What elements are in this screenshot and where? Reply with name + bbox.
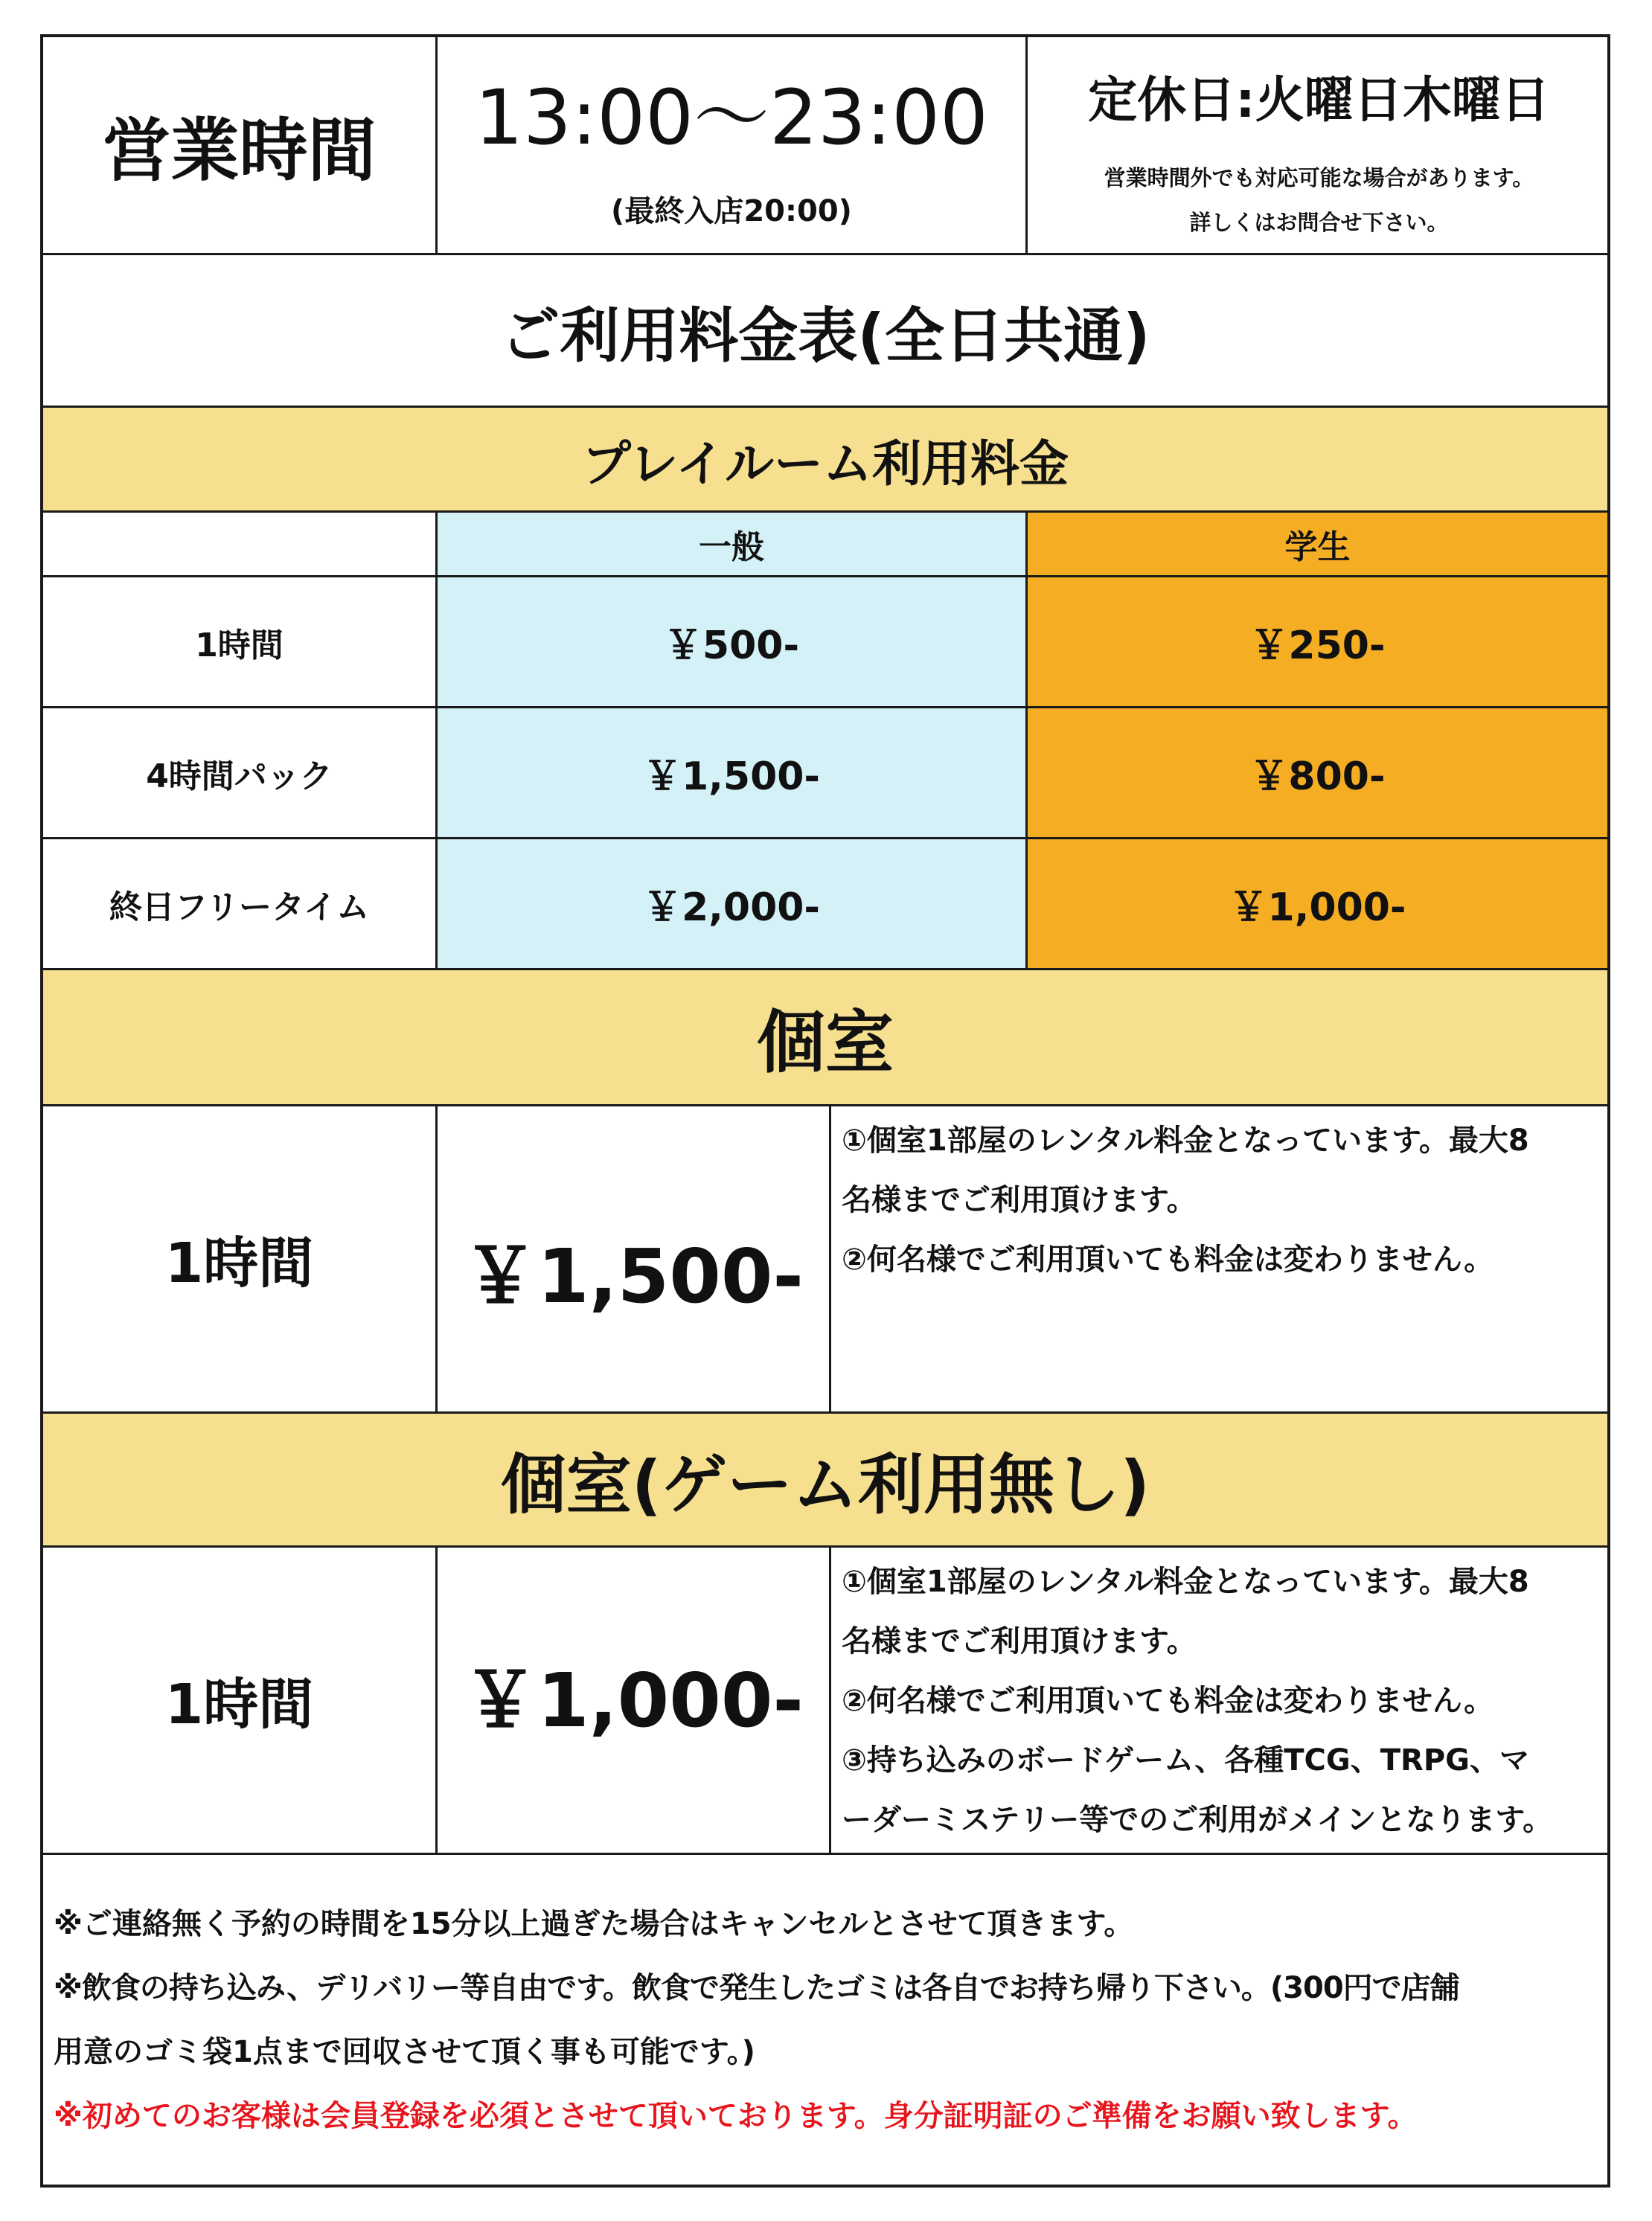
private-room-no-game-duration: 1時間	[164, 1673, 314, 1737]
divider	[43, 1104, 1607, 1106]
footer-note: ※飲食の持ち込み、デリバリー等自由です。飲食で発生したゴミは各自でお持ち帰り下さい。(300円で店舗	[54, 1971, 1459, 2005]
general-price: ￥2,000-	[438, 839, 1025, 968]
divider	[43, 1545, 1607, 1548]
row-label: 終日フリータイム	[109, 888, 370, 926]
note-line: ①個室1部屋のレンタル料金となっています。最大8	[842, 1565, 1529, 1599]
general-price: ￥1,500-	[438, 708, 1025, 837]
student-price: ￥800-	[1028, 708, 1607, 837]
column-header-student: 学生	[1028, 513, 1607, 575]
footer-note: ※ご連絡無く予約の時間を15分以上過ぎた場合はキャンセルとさせて頂きます。	[54, 1907, 1134, 1941]
closed-note: 営業時間外でも対応可能な場合があります。	[1104, 164, 1534, 190]
divider	[43, 837, 1607, 839]
hours-label: 営業時間	[102, 111, 377, 190]
last-entry: (最終入店20:00)	[611, 193, 852, 228]
divider	[435, 510, 438, 968]
row-label: 1時間	[195, 626, 284, 664]
divider	[43, 575, 1607, 577]
hours-value: 13:00〜23:00	[475, 74, 988, 162]
price-sheet	[40, 34, 1610, 2188]
footer-warning: ※初めてのお客様は会員登録を必須とさせて頂いております。身分証明証のご準備をお願い致します。	[54, 2099, 1418, 2133]
footer-note: 用意のゴミ袋1点まで回収させて頂く事も可能です。)	[54, 2035, 755, 2069]
divider	[435, 37, 438, 253]
note-line: 名様までご利用頂けます。	[842, 1624, 1197, 1658]
student-price: ￥250-	[1028, 577, 1607, 706]
private-room-price: ￥1,500-	[463, 1233, 804, 1320]
closed-days-cell	[1028, 37, 1610, 253]
closed-note: 詳しくはお問合せ下さい。	[1189, 209, 1449, 235]
divider	[43, 1411, 1607, 1414]
private-room-notes	[831, 1106, 1607, 1411]
private-room-duration: 1時間	[164, 1231, 314, 1295]
note-line: ②何名様でご利用頂いても料金は変わりません。	[842, 1684, 1494, 1718]
general-price: ￥500-	[438, 577, 1025, 706]
divider	[435, 1545, 438, 1853]
note-line: ②何名様でご利用頂いても料金は変わりません。	[842, 1243, 1494, 1277]
note-line: ③持ち込みのボードゲーム、各種TCG、TRPG、マ	[842, 1743, 1529, 1778]
price-table-title: ご利用料金表(全日共通)	[500, 301, 1150, 371]
private-room-no-game-notes	[831, 1548, 1607, 1853]
divider	[43, 253, 1607, 255]
private-room-heading: 個室	[43, 970, 1607, 1104]
divider	[43, 1853, 1607, 1855]
private-room-no-game-price: ￥1,000-	[463, 1657, 804, 1744]
divider	[43, 706, 1607, 708]
divider	[43, 406, 1607, 408]
divider	[829, 1104, 831, 1411]
closed-days: 定休日:火曜日木曜日	[1088, 71, 1550, 129]
note-line: ①個室1部屋のレンタル料金となっています。最大8	[842, 1124, 1529, 1158]
divider	[829, 1545, 831, 1853]
column-header-general: 一般	[438, 513, 1025, 575]
divider	[1025, 37, 1028, 253]
column-header-empty	[43, 513, 435, 575]
student-price: ￥1,000-	[1028, 839, 1607, 968]
footer-notes	[43, 1855, 1607, 2182]
divider	[435, 1104, 438, 1411]
hours-cell	[438, 37, 1025, 253]
row-label: 4時間パック	[146, 757, 333, 795]
divider	[43, 968, 1607, 970]
private-room-no-game-heading: 個室(ゲーム利用無し)	[43, 1414, 1607, 1545]
divider	[1025, 510, 1028, 968]
divider	[43, 510, 1607, 513]
note-line: 名様までご利用頂けます。	[842, 1183, 1197, 1217]
note-line: ーダーミステリー等でのご利用がメインとなります。	[842, 1803, 1553, 1837]
playroom-heading: プレイルーム利用料金	[43, 408, 1607, 510]
